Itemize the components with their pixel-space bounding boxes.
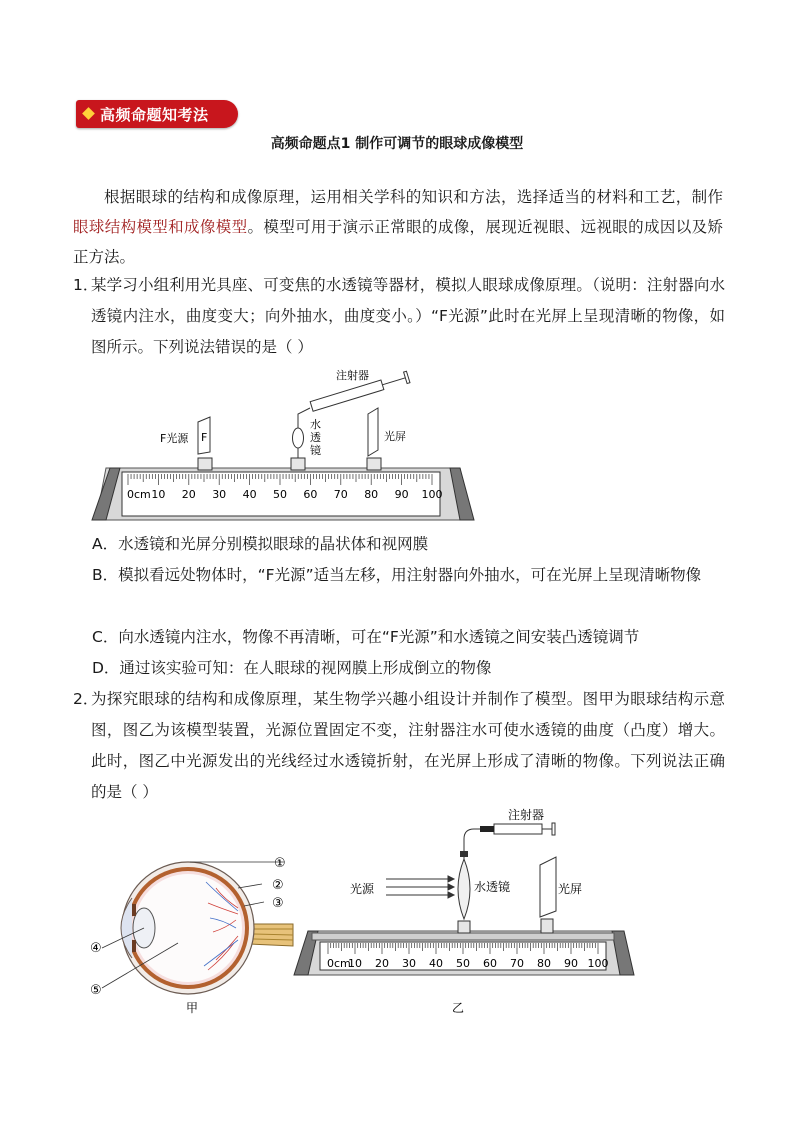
diamond-icon	[82, 107, 95, 120]
ruler2-label-0: 0cm	[327, 957, 351, 970]
f-source-stand	[198, 458, 212, 470]
q1-option-d: D．通过该实验可知：在人眼球的视网膜上形成倒立的物像	[92, 659, 492, 677]
section-badge	[76, 100, 238, 128]
eye-structure-diagram	[88, 848, 303, 1018]
intro-highlight: 眼球结构模型和成像模型	[73, 218, 248, 236]
intro-paragraph	[73, 182, 723, 272]
ruler2-label-3: 30	[402, 957, 416, 970]
caption-jia: 甲	[186, 1001, 199, 1015]
ruler1-label-6: 60	[303, 488, 318, 501]
marker-2: ②	[272, 878, 284, 893]
intro-text-1: 根据眼球的结构和成像原理，运用相关学科的知识和方法，选择适当的材料和工艺，制作	[104, 188, 723, 206]
ruler2-label-5: 50	[456, 957, 470, 970]
ruler2-label-8: 80	[537, 957, 551, 970]
f-source-label: F光源	[160, 432, 189, 445]
screen-label: 光屏	[384, 430, 406, 443]
ruler1-label-10: 100	[421, 488, 443, 501]
caption-yi: 乙	[452, 1001, 465, 1015]
q1-option-b-text: B．模拟看远处物体时，“F光源”适当左移，用注射器向外抽水，可在光屏上呈现清晰物像	[92, 566, 702, 584]
question-text: 为探究眼球的结构和成像原理，某生物学兴趣小组设计并制作了模型。图甲为眼球结构示意图，图乙为该模型装置，光源位置固定不变，注射器注水可使水透镜的曲度（凸度）增大。此时，图乙中光源发出的光线经过水透镜折射，在光屏上形成了清晰的物像。下列说法正确的是（ ）	[91, 690, 725, 801]
ruler1-label-5: 50	[273, 488, 287, 501]
source-label: 光源	[350, 882, 375, 896]
ruler1-label-7: 70	[333, 488, 348, 501]
ruler1-label-8: 80	[364, 488, 379, 501]
lens-stand	[291, 458, 305, 470]
screen-label: 光屏	[558, 882, 583, 896]
ruler2-label-7: 70	[510, 957, 524, 970]
question-1	[73, 270, 725, 363]
q1-option-c: C．向水透镜内注水，物像不再清晰，可在“F光源”和水透镜之间安装凸透镜调节	[92, 628, 640, 646]
ruler2-label-9: 90	[564, 957, 578, 970]
ruler1-label-2: 20	[181, 488, 196, 501]
ruler1-label-3: 30	[212, 488, 227, 501]
question-number: 1．	[73, 276, 99, 294]
lens-holder	[458, 921, 470, 933]
lens-label: 水透镜	[474, 880, 511, 894]
rail	[312, 933, 614, 940]
q1-option-b	[73, 560, 725, 591]
screen-stand	[367, 458, 381, 470]
f-source-letter: F	[201, 431, 208, 444]
eye-model-figure	[294, 803, 634, 1018]
question-text: 某学习小组利用光具座、可变焦的水透镜等器材，模拟人眼球成像原理。（说明：注射器向水透镜内注水，曲度变大；向外抽水，曲度变小。）“F光源”此时在光屏上呈现清晰的物像，如图所示。下列说法错误的是（ ）	[91, 276, 725, 356]
question-2	[73, 684, 725, 808]
water-lens	[458, 859, 470, 919]
ruler1-label-0: 0cm	[127, 488, 151, 501]
ruler2-label-1: 10	[348, 957, 362, 970]
syringe-label: 注射器	[508, 808, 545, 822]
marker-4: ④	[90, 941, 102, 956]
ruler2-label-2: 20	[375, 957, 389, 970]
ruler1-label-4: 40	[242, 488, 257, 501]
marker-3: ③	[272, 896, 284, 911]
ruler1-label-1: 10	[151, 488, 166, 501]
section-badge-label: 高频命题知考法	[100, 106, 209, 124]
lens-label: 水透镜	[310, 418, 321, 457]
water-lens	[293, 428, 304, 448]
cornea	[121, 898, 132, 958]
marker-1: ①	[274, 856, 286, 871]
screen-stand	[541, 919, 553, 933]
ruler1-label-9: 90	[394, 488, 409, 501]
syringe-label: 注射器	[336, 369, 369, 382]
optical-bench-figure-1	[88, 362, 478, 524]
syringe-barrel	[310, 380, 384, 411]
syringe-barrel	[494, 824, 542, 834]
intro-text-2: 。模型可用于演示正常眼的成像，展现近视眼、远视眼的成因以及矫正方法。	[73, 218, 723, 266]
topic-heading: 高频命题点1 制作可调节的眼球成像模型	[270, 136, 524, 152]
light-arrows	[386, 876, 454, 898]
ruler2-label-10: 100	[587, 957, 609, 970]
question-number: 2．	[73, 690, 99, 708]
marker-5: ⑤	[90, 983, 102, 998]
ruler2-label-4: 40	[429, 957, 443, 970]
q1-option-a: A．水透镜和光屏分别模拟眼球的晶状体和视网膜	[92, 535, 429, 553]
screen-card	[368, 408, 378, 456]
screen-card	[540, 857, 556, 917]
ruler2-label-6: 60	[483, 957, 497, 970]
iris	[132, 904, 136, 916]
